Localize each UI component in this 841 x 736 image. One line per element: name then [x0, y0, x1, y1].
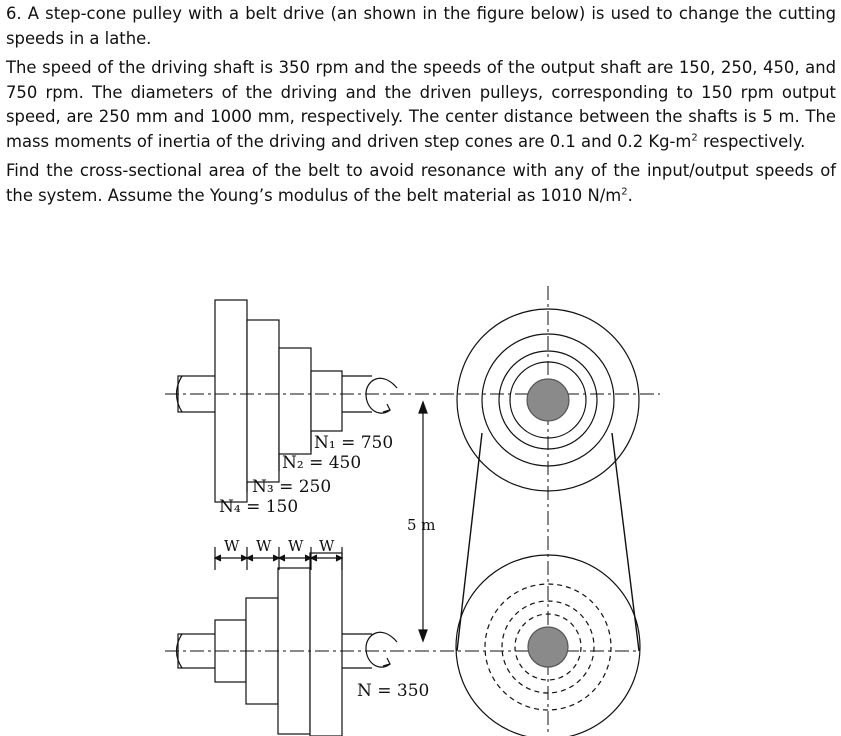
label-n3: N₃ = 250: [252, 477, 332, 497]
problem-question: Find the cross-sectional area of the belt to avoid resonance with any of the input/output speeds of the system. Assume the Young’s modulus of the belt material as 1010 $N/m^2$.: [6, 161, 836, 205]
label-input-speed: N = 350: [357, 681, 430, 701]
label-distance: 5 m: [407, 516, 436, 534]
label-w2: W: [256, 537, 272, 555]
driving-step-cone: [178, 553, 372, 736]
label-w1: W: [224, 537, 240, 555]
problem-intro: 6. A step-cone pulley with a belt drive (an shown in the figure below) is used to change the cutting speeds in a lathe.: [6, 4, 836, 48]
label-n2: N₂ = 450: [282, 453, 362, 473]
problem-statement: [6, 2, 836, 208]
problem-data: The speed of the driving shaft is 350 rpm and the speeds of the output shaft are 150, 250, 450, and 750 rpm. The diameters of the driving and the driven pulleys, corresponding to 150 rpm output speed, are 250 mm and 1000 mm, respectively. The center distance between the shafts is 5 m. The mass moments of inertia of the driving and driven step cones are 0.1 and 0.2 $Kg-m^2$ respectively.: [6, 58, 836, 151]
label-w3: W: [288, 537, 304, 555]
rotation-arrow-bottom: [366, 632, 397, 667]
driving-pulley-front-view: [456, 555, 640, 736]
rotation-arrow-top: [366, 378, 397, 413]
step-cone-pulley-figure: [0, 270, 841, 736]
label-n4: N₄ = 150: [219, 497, 299, 517]
label-w4: W: [319, 537, 335, 555]
label-n1: N₁ = 750: [314, 433, 394, 453]
